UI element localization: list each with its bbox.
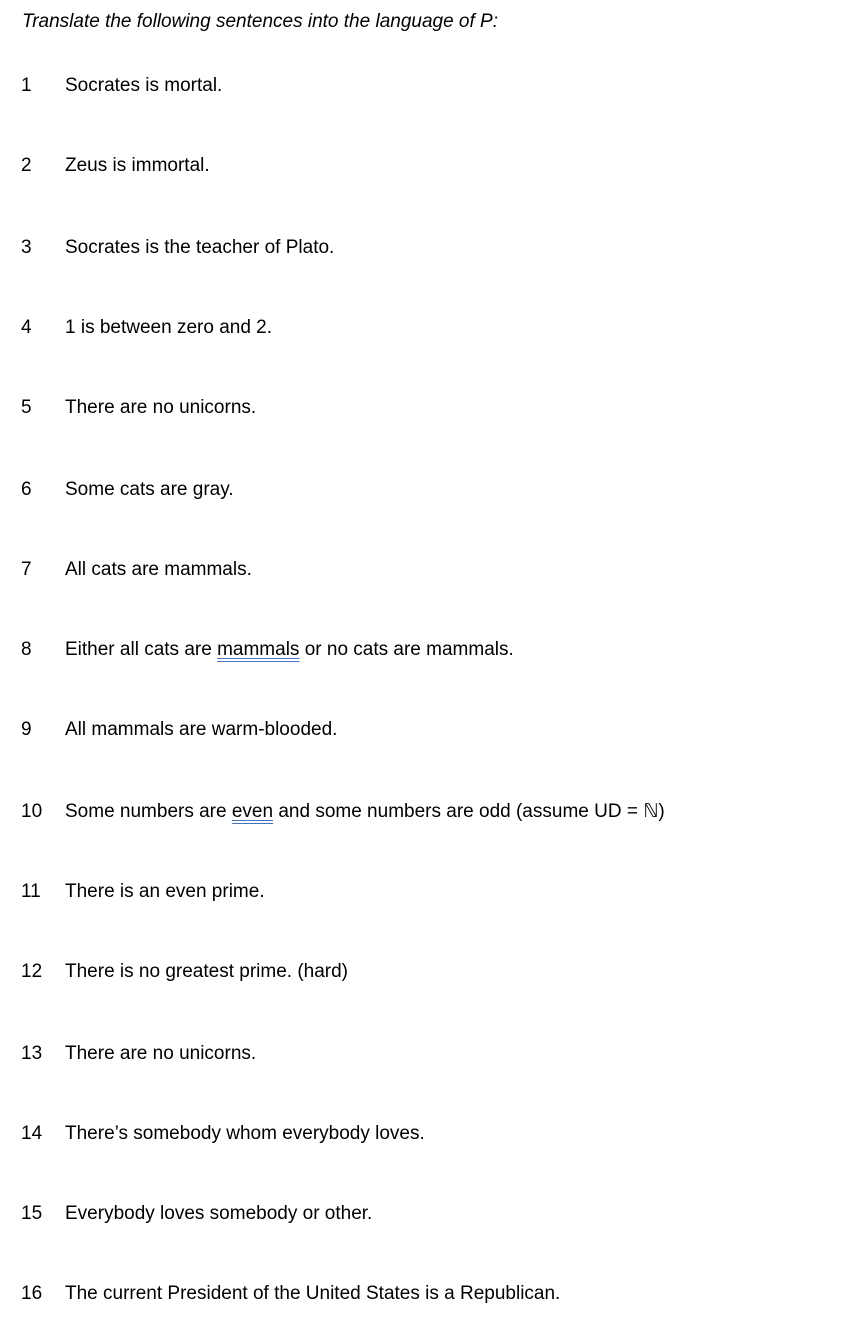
item-sentence	[65, 800, 665, 824]
list-item	[0, 1122, 848, 1146]
item-sentence	[65, 1122, 425, 1146]
item-sentence	[65, 478, 234, 502]
list-item	[0, 1202, 848, 1226]
item-sentence	[65, 316, 272, 340]
list-item	[0, 396, 848, 420]
list-item	[0, 74, 848, 98]
item-number: 10	[21, 801, 43, 822]
sentence-text: There are no unicorns.	[65, 1043, 257, 1064]
item-number: 7	[21, 559, 32, 580]
sentence-text: Socrates is mortal.	[65, 75, 223, 96]
item-number: 4	[21, 317, 32, 338]
item-sentence	[65, 558, 252, 582]
list-item	[0, 558, 848, 582]
item-sentence	[65, 1042, 256, 1066]
sentence-text: There are no unicorns.	[65, 397, 257, 418]
item-number: 2	[21, 155, 32, 176]
item-sentence	[65, 1202, 372, 1226]
sentence-text: Everybody loves somebody or other.	[65, 1203, 373, 1224]
sentence-text: There is an even prime.	[65, 881, 265, 902]
sentence-text: All cats are mammals.	[65, 559, 252, 580]
sentence-text: Zeus is immortal.	[65, 155, 210, 176]
list-item	[0, 800, 848, 824]
list-item	[0, 718, 848, 742]
item-number: 13	[21, 1043, 43, 1064]
list-item	[0, 880, 848, 904]
sentence-text: All mammals are warm-blooded.	[65, 719, 338, 740]
sentence-text: There is no greatest prime. (hard)	[65, 961, 349, 982]
item-sentence	[65, 880, 265, 904]
list-item	[0, 316, 848, 340]
item-sentence	[65, 74, 222, 98]
item-number: 15	[21, 1203, 43, 1224]
item-sentence	[65, 154, 210, 178]
list-item	[0, 478, 848, 502]
sentence-text: 1 is between zero and 2.	[65, 317, 273, 338]
item-number: 12	[21, 961, 43, 982]
item-number: 11	[21, 881, 41, 902]
item-sentence	[65, 236, 334, 260]
sentence-text: Some cats are gray.	[65, 479, 234, 500]
list-item	[0, 1282, 848, 1306]
item-sentence	[65, 638, 514, 662]
item-number: 16	[21, 1283, 43, 1304]
item-sentence	[65, 718, 337, 742]
sentence-text: and some numbers are odd (assume UD = ℕ)	[273, 801, 665, 822]
item-sentence	[65, 396, 256, 420]
item-number: 3	[21, 237, 32, 258]
sentence-text: There’s somebody whom everybody loves.	[65, 1123, 425, 1144]
sentence-text: The current President of the United States is a Republican.	[65, 1283, 561, 1304]
grammar-flagged-word: mammals	[217, 639, 300, 660]
item-sentence	[65, 1282, 560, 1306]
list-item	[0, 638, 848, 662]
grammar-flagged-word: even	[231, 801, 274, 822]
sentence-text: Socrates is the teacher of Plato.	[65, 237, 335, 258]
item-number: 6	[21, 479, 32, 500]
sentence-text: Some numbers are	[65, 801, 232, 822]
item-number: 14	[21, 1123, 43, 1144]
sentence-text: Either all cats are	[65, 639, 218, 660]
item-number: 9	[21, 719, 32, 740]
list-item	[0, 236, 848, 260]
instruction-heading: Translate the following sentences into the language of P:	[22, 11, 499, 32]
item-number: 1	[21, 75, 32, 96]
sentence-text: or no cats are mammals.	[299, 639, 514, 660]
item-sentence	[65, 960, 348, 984]
list-item	[0, 1042, 848, 1066]
item-number: 5	[21, 397, 32, 418]
item-number: 8	[21, 639, 32, 660]
list-item	[0, 154, 848, 178]
list-item	[0, 960, 848, 984]
